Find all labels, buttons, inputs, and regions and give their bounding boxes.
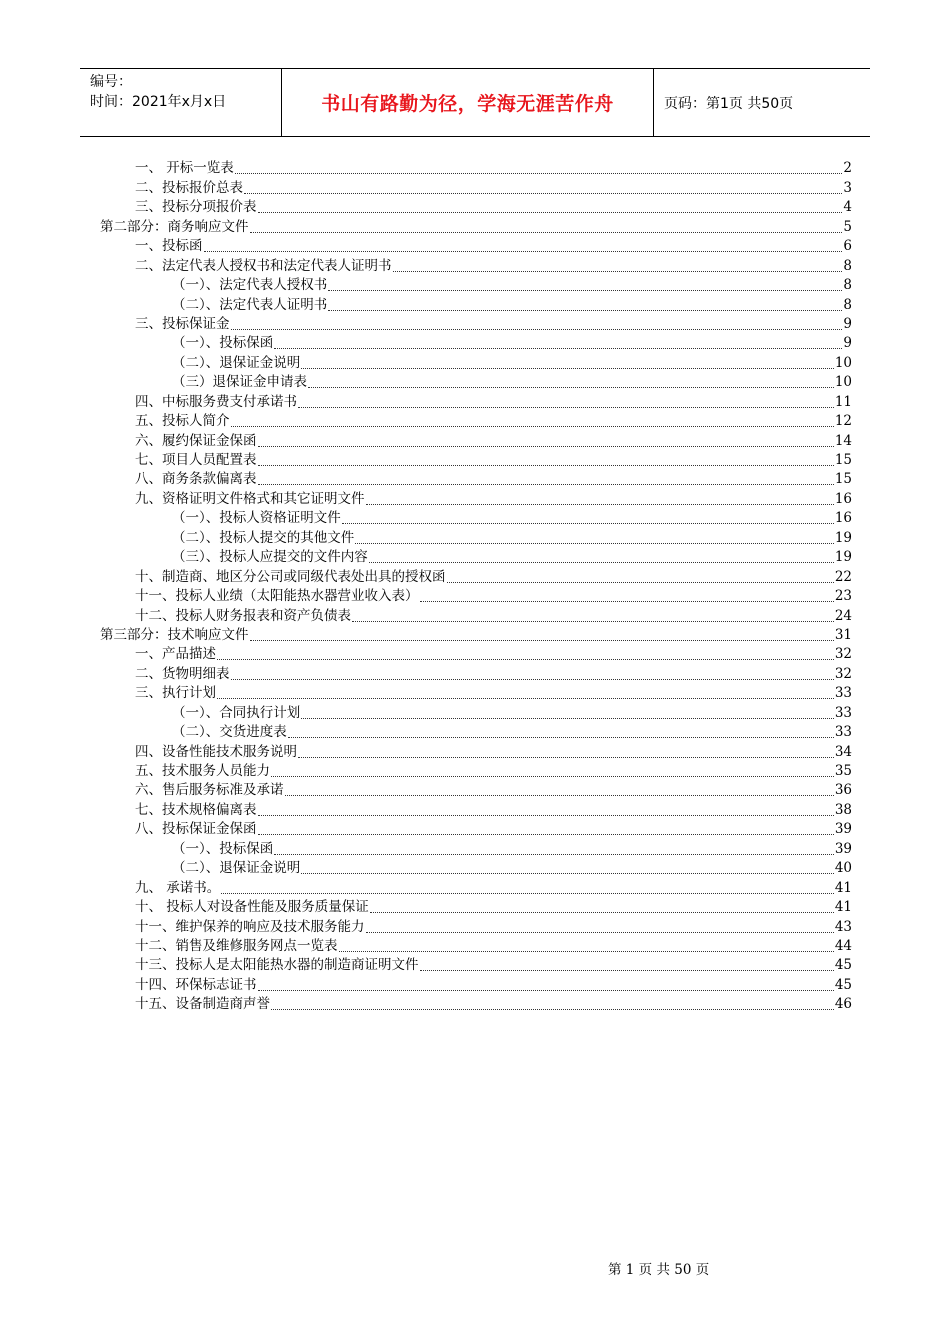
toc-entry-page: 8 xyxy=(843,296,852,313)
toc-entry[interactable] xyxy=(100,663,852,682)
toc-entry[interactable] xyxy=(100,799,852,818)
toc-leader-dots xyxy=(235,159,843,174)
toc-entry[interactable] xyxy=(100,838,852,857)
toc-entry-page: 5 xyxy=(843,218,852,235)
toc-entry-title: 五、投标人简介 xyxy=(135,413,230,430)
toc-entry-title: 十四、环保标志证书 xyxy=(135,976,257,993)
toc-entry-title: 五、技术服务人员能力 xyxy=(135,763,270,779)
toc-leader-dots xyxy=(393,257,843,272)
toc-entry[interactable] xyxy=(100,488,852,507)
toc-entry-page: 31 xyxy=(834,626,852,643)
toc-leader-dots xyxy=(231,412,834,427)
toc-entry-page: 2 xyxy=(843,160,852,177)
toc-leader-dots xyxy=(301,704,834,719)
toc-entry-title: 十二、销售及维修服务网点一览表 xyxy=(135,937,338,954)
toc-entry-page: 16 xyxy=(834,510,852,527)
toc-entry-title: 十、 投标人对设备性能及服务质量保证 xyxy=(135,899,369,916)
toc-entry-title: （一）、投标保函 xyxy=(172,840,274,857)
toc-entry-page: 41 xyxy=(834,899,852,916)
toc-entry-page: 8 xyxy=(843,277,852,294)
toc-entry[interactable] xyxy=(100,761,852,780)
toc-leader-dots xyxy=(298,393,834,408)
toc-entry-page: 36 xyxy=(834,782,852,799)
toc-leader-dots xyxy=(342,509,834,524)
toc-entry-page: 45 xyxy=(834,976,852,993)
toc-leader-dots xyxy=(308,373,834,388)
toc-entry-title: 第三部分：技术响应文件 xyxy=(100,626,249,643)
toc-entry[interactable] xyxy=(100,294,852,313)
toc-entry-title: 一、投标函 xyxy=(135,238,203,255)
toc-leader-dots xyxy=(352,607,834,622)
toc-entry-title: （二）、投标人提交的其他文件 xyxy=(172,529,355,546)
toc-entry-page: 6 xyxy=(843,238,852,255)
toc-entry-page: 11 xyxy=(834,393,852,410)
toc-entry-page: 3 xyxy=(843,179,852,196)
toc-entry-page: 10 xyxy=(834,354,852,371)
toc-entry-title: 第二部分：商务响应文件 xyxy=(100,218,249,235)
toc-entry[interactable] xyxy=(100,916,852,935)
page-footer: 第 1 页 共 50 页 xyxy=(608,1262,710,1278)
toc-leader-dots xyxy=(366,490,834,505)
toc-entry[interactable] xyxy=(100,158,852,177)
toc-entry-title: 六、售后服务标准及承诺 xyxy=(135,782,284,799)
toc-entry[interactable] xyxy=(100,605,852,624)
toc-entry[interactable] xyxy=(100,566,852,585)
toc-entry[interactable] xyxy=(100,177,852,196)
toc-leader-dots xyxy=(271,762,834,777)
toc-entry-title: 二、投标报价总表 xyxy=(135,179,243,196)
toc-entry[interactable] xyxy=(100,391,852,410)
toc-entry[interactable] xyxy=(100,936,852,955)
toc-leader-dots xyxy=(231,665,834,680)
toc-entry-page: 9 xyxy=(843,315,852,332)
toc-leader-dots xyxy=(274,840,834,855)
toc-leader-dots xyxy=(231,315,843,330)
toc-entry-page: 46 xyxy=(834,996,852,1013)
toc-leader-dots xyxy=(258,820,834,835)
toc-leader-dots xyxy=(258,198,843,213)
toc-entry-title: （三）、投标人应提交的文件内容 xyxy=(172,549,368,566)
toc-leader-dots xyxy=(250,626,834,641)
toc-entry[interactable] xyxy=(100,858,852,877)
toc-entry-title: 九、资格证明文件格式和其它证明文件 xyxy=(135,490,365,507)
toc-entry-page: 41 xyxy=(834,879,852,896)
toc-entry-title: （三）退保证金申请表 xyxy=(172,374,307,391)
toc-leader-dots xyxy=(204,237,843,252)
toc-entry-title: 十二、投标人财务报表和资产负债表 xyxy=(135,607,351,624)
toc-entry[interactable] xyxy=(100,450,852,469)
toc-leader-dots xyxy=(369,548,834,563)
document-number-label: 编号： xyxy=(90,74,132,90)
toc-entry-title: 十一、投标人业绩（太阳能热水器营业收入表） xyxy=(135,588,419,605)
toc-entry[interactable] xyxy=(100,897,852,916)
toc-entry-title: 七、技术规格偏离表 xyxy=(135,801,257,818)
toc-entry-page: 40 xyxy=(834,860,852,877)
toc-entry[interactable] xyxy=(100,955,852,974)
toc-entry[interactable] xyxy=(100,702,852,721)
toc-entry-title: 八、投标保证金保函 xyxy=(135,821,257,838)
toc-entry-title: （二）、退保证金说明 xyxy=(172,354,301,371)
toc-entry-title: 三、投标保证金 xyxy=(135,315,230,332)
toc-entry[interactable] xyxy=(100,974,852,993)
toc-entry[interactable] xyxy=(100,644,852,663)
toc-entry-title: （一）、法定代表人授权书 xyxy=(172,277,328,294)
toc-leader-dots xyxy=(221,879,834,894)
toc-entry[interactable] xyxy=(100,255,852,274)
toc-entry-title: 三、执行计划 xyxy=(135,685,216,702)
toc-leader-dots xyxy=(258,801,834,816)
toc-entry[interactable] xyxy=(100,683,852,702)
toc-entry-page: 10 xyxy=(834,374,852,391)
toc-entry[interactable] xyxy=(100,411,852,430)
toc-leader-dots xyxy=(370,898,834,913)
toc-entry-page: 32 xyxy=(834,665,852,682)
toc-entry-page: 15 xyxy=(834,452,852,468)
toc-entry-page: 34 xyxy=(834,743,852,760)
table-of-contents xyxy=(100,158,852,1013)
toc-leader-dots xyxy=(274,334,842,349)
toc-leader-dots xyxy=(301,859,834,874)
toc-entry[interactable] xyxy=(100,780,852,799)
toc-entry-title: （一）、投标人资格证明文件 xyxy=(172,510,341,527)
toc-entry-page: 9 xyxy=(843,335,852,352)
toc-entry[interactable] xyxy=(100,741,852,760)
toc-entry[interactable] xyxy=(100,722,852,741)
toc-entry-title: （二）、交货进度表 xyxy=(172,724,287,741)
toc-leader-dots xyxy=(217,684,834,699)
toc-entry[interactable] xyxy=(100,197,852,216)
toc-entry-title: 十一、维护保养的响应及技术服务能力 xyxy=(135,918,365,935)
toc-entry-page: 38 xyxy=(834,801,852,818)
toc-entry[interactable] xyxy=(100,994,852,1013)
toc-entry-page: 43 xyxy=(834,918,852,935)
toc-entry-title: 八、商务条款偏离表 xyxy=(135,471,257,488)
toc-entry[interactable] xyxy=(100,469,852,488)
toc-entry[interactable] xyxy=(100,877,852,896)
toc-entry-title: 四、设备性能技术服务说明 xyxy=(135,743,297,760)
toc-entry-page: 45 xyxy=(834,957,852,974)
toc-entry[interactable] xyxy=(100,372,852,391)
toc-leader-dots xyxy=(328,276,842,291)
toc-entry-page: 44 xyxy=(834,937,852,954)
toc-entry-page: 33 xyxy=(834,685,852,702)
toc-leader-dots xyxy=(258,470,834,485)
toc-entry[interactable] xyxy=(100,236,852,255)
toc-entry-page: 24 xyxy=(834,607,852,624)
toc-entry[interactable] xyxy=(100,508,852,527)
toc-leader-dots xyxy=(301,354,834,369)
header-meta xyxy=(80,69,282,136)
toc-leader-dots xyxy=(258,451,834,466)
toc-leader-dots xyxy=(217,645,834,660)
toc-entry-page: 33 xyxy=(834,704,852,721)
page-header xyxy=(80,68,870,137)
toc-entry[interactable] xyxy=(100,586,852,605)
toc-entry[interactable] xyxy=(100,430,852,449)
toc-leader-dots xyxy=(244,179,842,194)
toc-leader-dots xyxy=(420,956,834,971)
toc-entry-page: 32 xyxy=(834,646,852,663)
toc-leader-dots xyxy=(271,995,834,1010)
toc-leader-dots xyxy=(285,781,834,796)
toc-leader-dots xyxy=(355,529,834,544)
toc-entry-page: 15 xyxy=(834,471,852,488)
toc-entry-title: 四、中标服务费支付承诺书 xyxy=(135,393,297,410)
toc-leader-dots xyxy=(328,296,842,311)
toc-entry-page: 39 xyxy=(834,821,852,838)
toc-entry-page: 19 xyxy=(834,549,852,566)
toc-entry-title: 三、投标分项报价表 xyxy=(135,199,257,216)
toc-entry-page: 16 xyxy=(834,490,852,507)
toc-entry-title: 九、 承诺书。 xyxy=(135,879,221,896)
toc-entry-page: 4 xyxy=(843,199,852,216)
toc-entry[interactable] xyxy=(100,314,852,333)
toc-entry[interactable] xyxy=(100,352,852,371)
toc-entry-title: 二、法定代表人授权书和法定代表人证明书 xyxy=(135,257,392,274)
toc-leader-dots xyxy=(250,218,843,233)
toc-entry-page: 35 xyxy=(834,763,852,779)
toc-entry-title: 六、履约保证金保函 xyxy=(135,432,257,449)
toc-entry-page: 23 xyxy=(834,588,852,605)
toc-leader-dots xyxy=(258,432,834,447)
toc-entry-title: 十五、设备制造商声誉 xyxy=(135,996,270,1013)
toc-leader-dots xyxy=(298,743,834,758)
toc-entry-title: 一、产品描述 xyxy=(135,646,216,663)
toc-entry-title: 十、制造商、地区分公司或同级代表处出具的授权函 xyxy=(135,568,446,585)
toc-entry-page: 12 xyxy=(834,413,852,430)
toc-entry-title: 一、 开标一览表 xyxy=(135,160,234,177)
toc-leader-dots xyxy=(339,937,834,952)
toc-entry-page: 14 xyxy=(834,432,852,449)
toc-entry-page: 19 xyxy=(834,529,852,546)
toc-entry-title: （一）、投标保函 xyxy=(172,335,274,352)
toc-entry[interactable] xyxy=(100,216,852,235)
toc-leader-dots xyxy=(366,918,834,933)
header-motto: 书山有路勤为径，学海无涯苦作舟 xyxy=(282,69,654,136)
toc-entry[interactable] xyxy=(100,547,852,566)
toc-entry[interactable] xyxy=(100,819,852,838)
toc-entry-title: 十三、投标人是太阳能热水器的制造商证明文件 xyxy=(135,957,419,974)
toc-entry-page: 22 xyxy=(834,568,852,585)
toc-entry[interactable] xyxy=(100,625,852,644)
toc-entry-page: 39 xyxy=(834,840,852,857)
toc-entry-title: （一）、合同执行计划 xyxy=(172,704,301,721)
toc-entry[interactable] xyxy=(100,275,852,294)
toc-entry-page: 8 xyxy=(843,257,852,274)
toc-entry-page: 33 xyxy=(834,724,852,741)
toc-leader-dots xyxy=(420,587,834,602)
toc-entry-title: 七、项目人员配置表 xyxy=(135,452,257,468)
toc-entry-title: （二）、退保证金说明 xyxy=(172,860,301,877)
toc-entry[interactable] xyxy=(100,333,852,352)
document-time-label: 时间：2021年x月x日 xyxy=(90,94,227,110)
header-page-info: 页码：第1页 共50页 xyxy=(664,95,794,112)
toc-entry-title: 二、货物明细表 xyxy=(135,665,230,682)
toc-entry[interactable] xyxy=(100,527,852,546)
toc-entry-title: （二）、法定代表人证明书 xyxy=(172,296,328,313)
toc-leader-dots xyxy=(447,568,834,583)
toc-leader-dots xyxy=(288,723,834,738)
toc-leader-dots xyxy=(258,976,834,991)
